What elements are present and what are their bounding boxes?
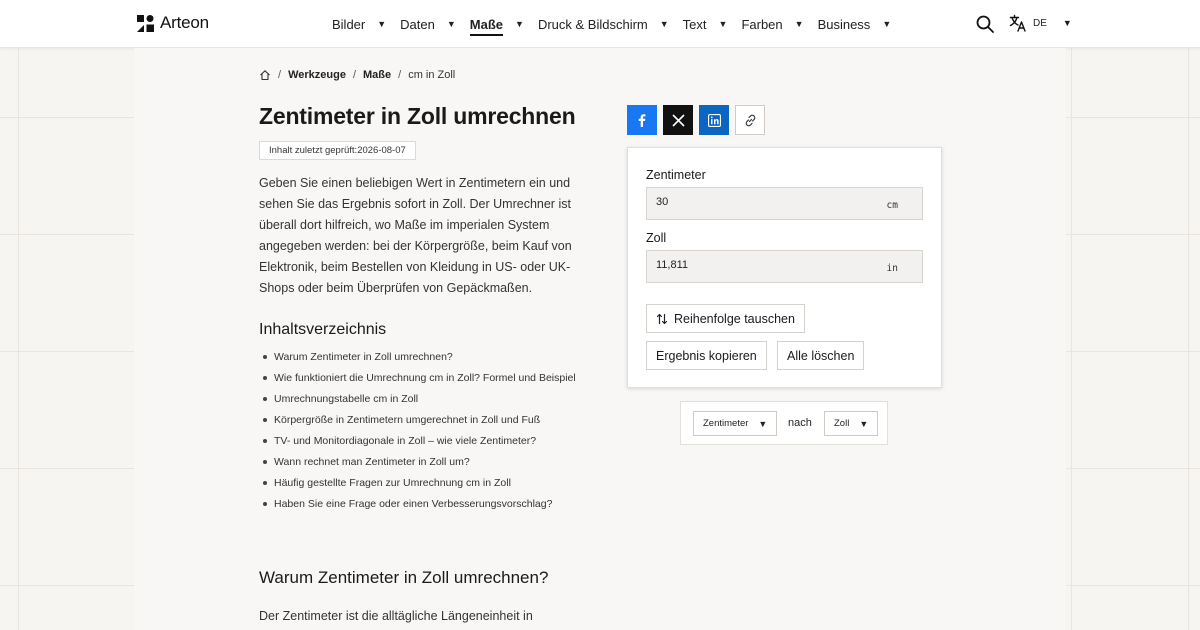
chevron-down-icon: ▼ [377, 19, 387, 29]
nav-item-text[interactable] [683, 17, 728, 32]
inch-input[interactable] [656, 259, 856, 271]
breadcrumb-current: cm in Zoll [408, 69, 456, 81]
breadcrumb-werkzeuge[interactable]: Werkzeuge [288, 69, 346, 81]
nav-label: Druck & Bildschirm [537, 16, 648, 32]
breadcrumb-masse[interactable]: Maße [363, 69, 392, 81]
nav-label: Maße [470, 17, 503, 36]
nav-item-masse[interactable] [470, 13, 524, 36]
facebook-icon [635, 113, 649, 127]
x-icon [672, 114, 685, 127]
nav-label: Business [817, 16, 871, 32]
chevron-down-icon: ▼ [859, 418, 869, 429]
share-facebook-button[interactable] [627, 105, 657, 135]
toc-link[interactable]: Warum Zentimeter in Zoll umrechnen? [259, 350, 576, 371]
converter-panel [627, 147, 942, 388]
breadcrumb-separator: / [398, 69, 402, 81]
clear-all-button[interactable] [777, 341, 864, 370]
chevron-down-icon: ▼ [1062, 18, 1072, 28]
nav-label: Farben [741, 16, 783, 32]
copy-result-button[interactable] [646, 341, 767, 370]
page-title: Zentimeter in Zoll umrechnen [259, 103, 576, 129]
to-unit-select-value: Zoll [834, 418, 850, 429]
swap-order-button[interactable] [646, 304, 805, 333]
main-nav [332, 0, 905, 48]
to-unit: in [886, 263, 898, 274]
toc-link[interactable]: Wie funktioniert die Umrechnung cm in Zoll? Formel und Beispiel [259, 371, 576, 392]
section-paragraph: Der Zentimeter ist die alltägliche Längeneinheit in [259, 609, 533, 623]
centimeter-input[interactable] [656, 196, 856, 208]
intro-paragraph: Geben Sie einen beliebigen Wert in Zentimetern ein und sehen Sie das Ergebnis sofort in Zoll. Der Umrechner ist überall dort hilfreich, wo Maße im imperialen System angegeben werden: bei der Körpergröße, beim Kauf von Elektronik, beim Bestellen von Kleidung in US- oder UK-Shops oder beim Überprüfen von Gepäckmaßen. [259, 176, 572, 295]
copy-link-button[interactable] [735, 105, 765, 135]
copy-result-label: Ergebnis kopieren [656, 348, 757, 363]
chevron-down-icon: ▼ [758, 418, 768, 429]
section-title: Warum Zentimeter in Zoll umrechnen? [259, 568, 549, 587]
linkedin-icon [708, 114, 721, 127]
toc-link[interactable]: Häufig gestellte Fragen zur Umrechnung cm in Zoll [259, 476, 576, 497]
breadcrumb [259, 69, 455, 81]
language-selector[interactable] [1009, 14, 1072, 32]
nav-item-bilder[interactable] [332, 17, 386, 32]
from-field-label: Zentimeter [646, 168, 706, 182]
language-code: DE [1033, 17, 1047, 29]
nav-label: Bilder [332, 16, 366, 32]
to-field-label: Zoll [646, 231, 667, 245]
toc-link[interactable]: Wann rechnet man Zentimeter in Zoll um? [259, 455, 576, 476]
from-unit-select-value: Zentimeter [703, 418, 749, 429]
nav-item-business[interactable] [818, 17, 892, 32]
nav-item-farben[interactable] [741, 17, 803, 32]
to-unit-select[interactable] [824, 411, 878, 436]
unit-selector-bar [680, 401, 888, 445]
brand-logo[interactable] [137, 13, 209, 33]
top-navigation-bar [0, 0, 1200, 48]
toc-title: Inhaltsverzeichnis [259, 321, 387, 338]
table-of-contents [259, 350, 576, 518]
chevron-down-icon: ▼ [882, 19, 892, 29]
nav-item-druck-bildschirm[interactable] [538, 17, 669, 32]
toc-link[interactable]: Körpergröße in Zentimetern umgerechnet in Zoll und Fuß [259, 413, 576, 434]
swap-order-label: Reihenfolge tauschen [674, 311, 795, 326]
brand-name: Arteon [160, 13, 209, 32]
share-buttons [627, 105, 765, 135]
link-icon [744, 114, 757, 127]
search-icon[interactable] [975, 14, 995, 34]
share-x-button[interactable] [663, 105, 693, 135]
from-unit-select[interactable] [693, 411, 777, 436]
chevron-down-icon: ▼ [659, 19, 669, 29]
chevron-down-icon: ▼ [515, 19, 524, 29]
unit-connector: nach [788, 417, 812, 429]
breadcrumb-separator: / [352, 69, 356, 81]
chevron-down-icon: ▼ [718, 19, 728, 29]
logo-icon [137, 15, 154, 32]
clear-all-label: Alle löschen [787, 348, 855, 363]
nav-label: Daten [400, 16, 435, 32]
from-field [646, 187, 923, 220]
breadcrumb-separator: / [278, 69, 282, 81]
home-icon[interactable] [259, 69, 271, 81]
nav-label: Text [682, 16, 707, 32]
chevron-down-icon: ▼ [446, 19, 456, 29]
chevron-down-icon: ▼ [794, 19, 804, 29]
toc-link[interactable]: TV- und Monitordiagonale in Zoll – wie viele Zentimeter? [259, 434, 576, 455]
from-unit: cm [886, 200, 898, 211]
to-field [646, 250, 923, 283]
share-linkedin-button[interactable] [699, 105, 729, 135]
toc-link[interactable]: Haben Sie eine Frage oder einen Verbesserungsvorschlag? [259, 497, 576, 518]
nav-item-daten[interactable] [400, 17, 456, 32]
translate-icon [1009, 14, 1027, 32]
toc-link[interactable]: Umrechnungstabelle cm in Zoll [259, 392, 576, 413]
last-reviewed-badge: Inhalt zuletzt geprüft:2026-08-07 [259, 141, 416, 160]
swap-icon [656, 313, 668, 325]
